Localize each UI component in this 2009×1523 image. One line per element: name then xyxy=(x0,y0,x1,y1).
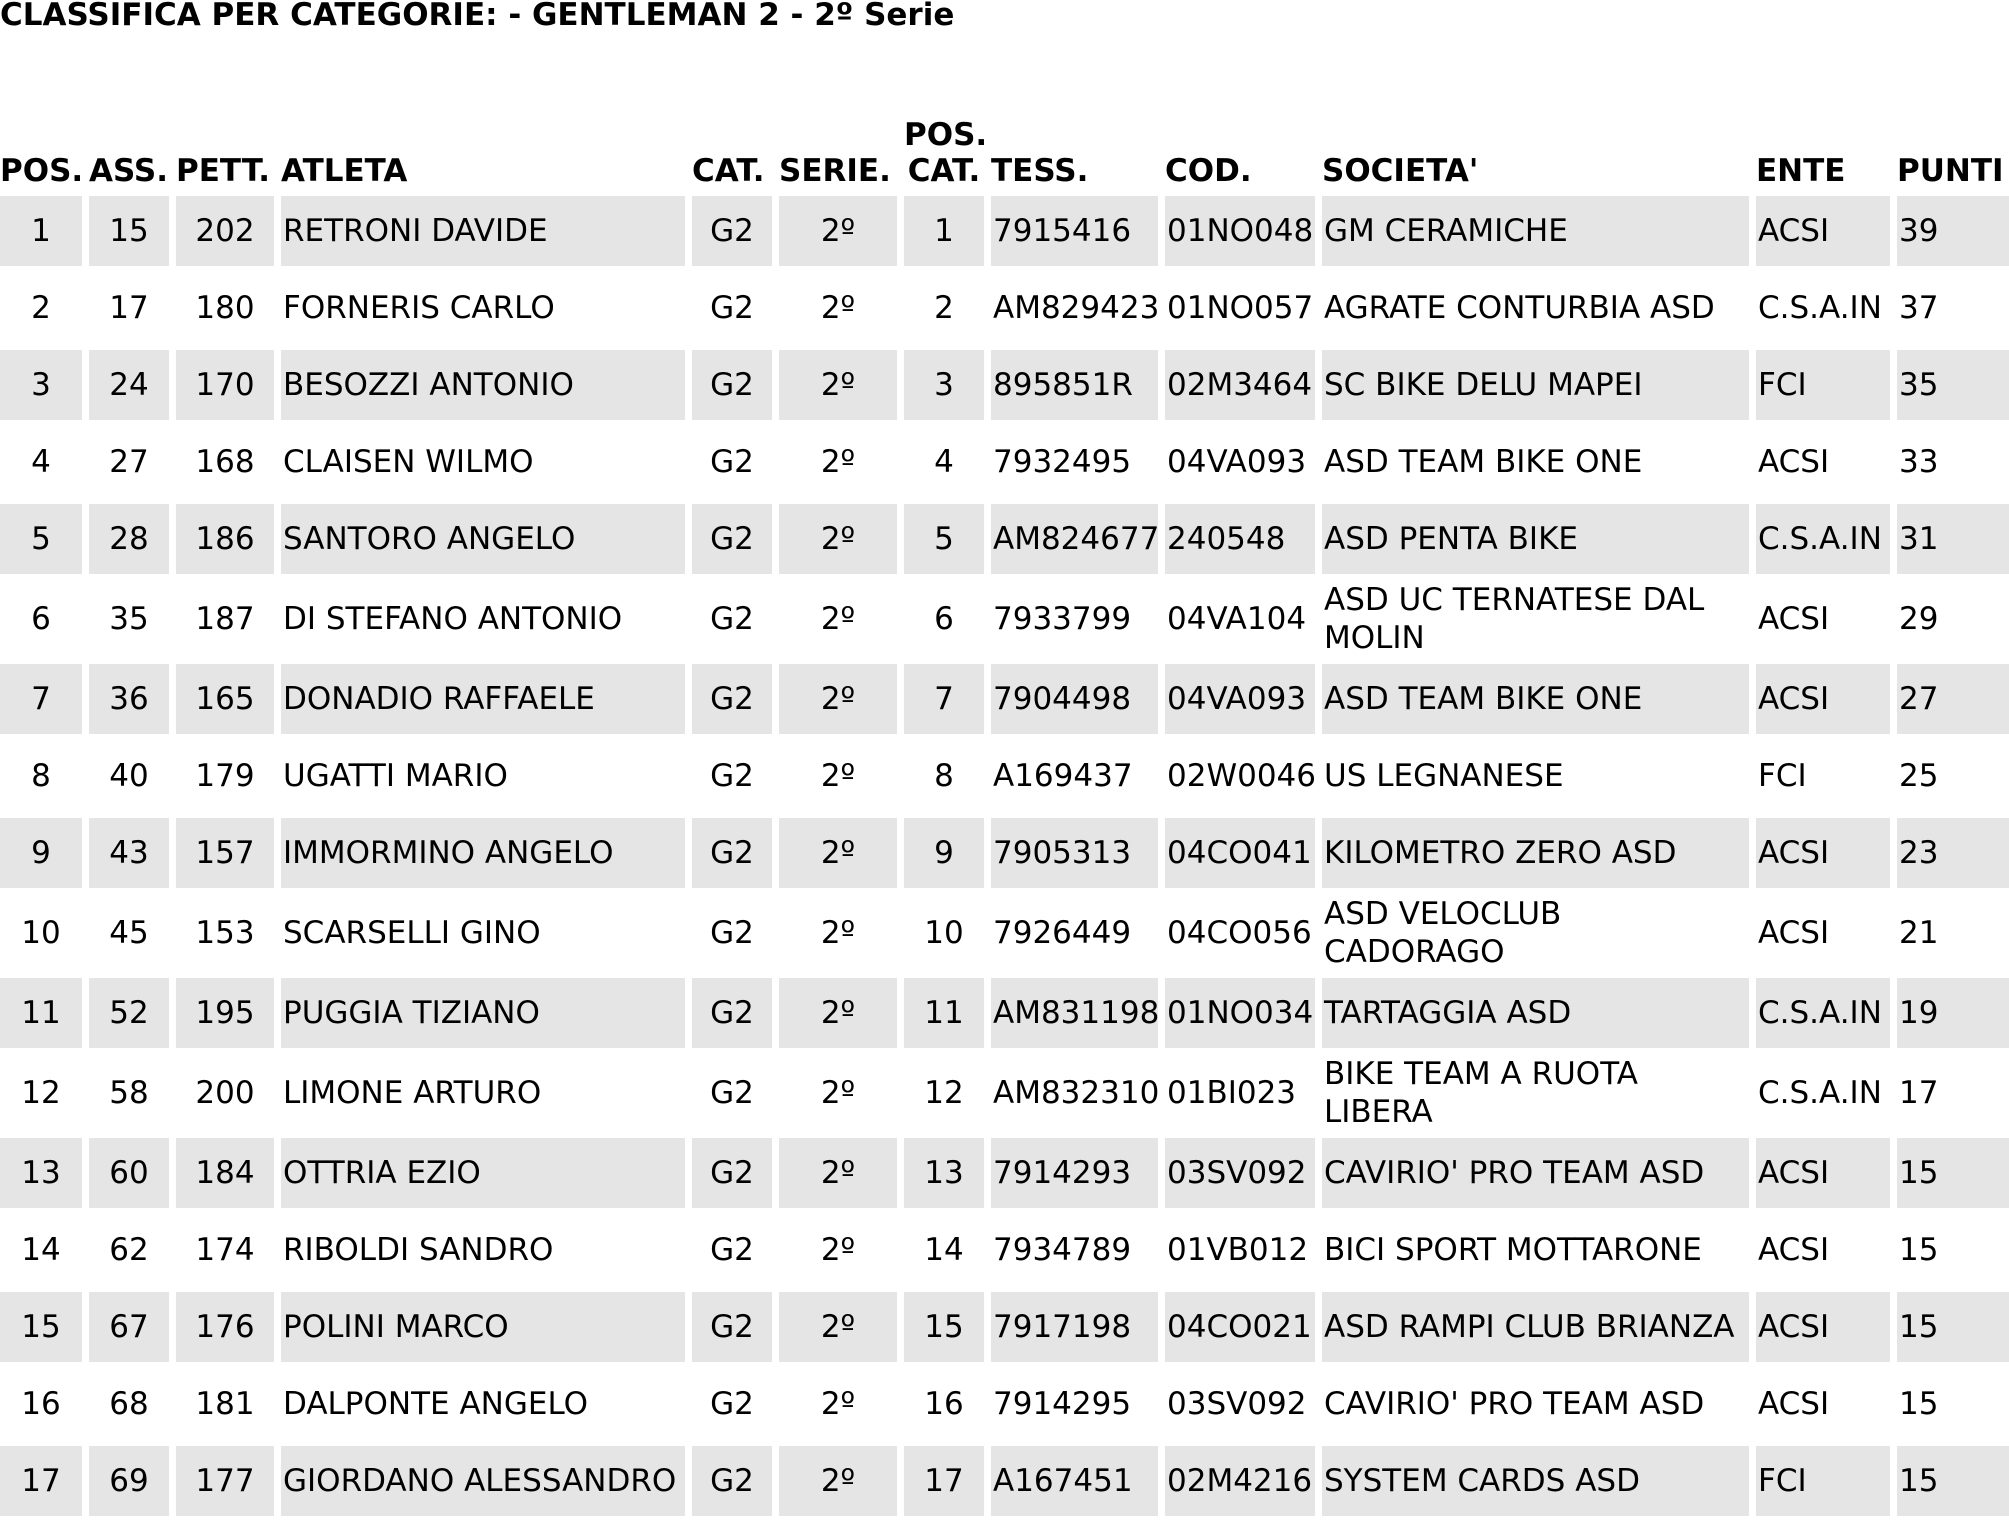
cell-ente: ACSI xyxy=(1756,427,1890,497)
cell-pos-cat: 15 xyxy=(904,1292,984,1362)
cell-cod: 02M3464 xyxy=(1165,350,1315,420)
cell-punti: 15 xyxy=(1897,1369,2009,1439)
cell-serie: 2º xyxy=(779,1369,897,1439)
cell-cat: G2 xyxy=(692,350,772,420)
cell-punti: 33 xyxy=(1897,427,2009,497)
cell-cod: 04VA093 xyxy=(1165,427,1315,497)
cell-serie: 2º xyxy=(779,196,897,266)
cell-serie: 2º xyxy=(779,427,897,497)
cell-ass: 35 xyxy=(89,581,169,657)
header-ass: ASS. xyxy=(89,153,169,189)
cell-atleta: RETRONI DAVIDE xyxy=(281,196,685,266)
cell-pett: 179 xyxy=(176,741,274,811)
cell-ass: 58 xyxy=(89,1055,169,1131)
cell-serie: 2º xyxy=(779,1292,897,1362)
cell-atleta: SANTORO ANGELO xyxy=(281,504,685,574)
cell-societa: BIKE TEAM A RUOTA LIBERA xyxy=(1322,1055,1749,1131)
cell-atleta: POLINI MARCO xyxy=(281,1292,685,1362)
cell-ente: ACSI xyxy=(1756,196,1890,266)
cell-pos: 4 xyxy=(0,427,82,497)
cell-ass: 27 xyxy=(89,427,169,497)
cell-pos: 15 xyxy=(0,1292,82,1362)
cell-tess: AM824677 xyxy=(991,504,1158,574)
cell-pett: 195 xyxy=(176,978,274,1048)
cell-pett: 187 xyxy=(176,581,274,657)
cell-serie: 2º xyxy=(779,1215,897,1285)
cell-pett: 184 xyxy=(176,1138,274,1208)
cell-ente: FCI xyxy=(1756,741,1890,811)
cell-punti: 37 xyxy=(1897,273,2009,343)
cell-societa: GM CERAMICHE xyxy=(1322,196,1749,266)
cell-pos-cat: 11 xyxy=(904,978,984,1048)
header-pett: PETT. xyxy=(176,153,270,189)
cell-atleta: OTTRIA EZIO xyxy=(281,1138,685,1208)
page-title: CLASSIFICA PER CATEGORIE: - GENTLEMAN 2 - 2º Serie xyxy=(0,0,955,33)
cell-pos: 14 xyxy=(0,1215,82,1285)
cell-cod: 04VA093 xyxy=(1165,664,1315,734)
header-pos-cat-line2: CAT. xyxy=(907,153,981,189)
cell-cod: 03SV092 xyxy=(1165,1138,1315,1208)
cell-cat: G2 xyxy=(692,741,772,811)
cell-ente: FCI xyxy=(1756,350,1890,420)
header-cat: CAT. xyxy=(692,153,765,189)
cell-cat: G2 xyxy=(692,1215,772,1285)
cell-serie: 2º xyxy=(779,664,897,734)
cell-tess: 7915416 xyxy=(991,196,1158,266)
cell-societa: KILOMETRO ZERO ASD xyxy=(1322,818,1749,888)
cell-atleta: FORNERIS CARLO xyxy=(281,273,685,343)
table-header-row xyxy=(0,111,2009,189)
table-row xyxy=(0,350,2009,420)
table-row xyxy=(0,273,2009,343)
cell-cod: 01NO034 xyxy=(1165,978,1315,1048)
cell-societa: SC BIKE DELU MAPEI xyxy=(1322,350,1749,420)
cell-serie: 2º xyxy=(779,504,897,574)
cell-cod: 04VA104 xyxy=(1165,581,1315,657)
header-punti: PUNTI xyxy=(1897,153,2004,189)
cell-atleta: DI STEFANO ANTONIO xyxy=(281,581,685,657)
cell-ass: 15 xyxy=(89,196,169,266)
cell-pos-cat: 14 xyxy=(904,1215,984,1285)
cell-pos: 1 xyxy=(0,196,82,266)
cell-societa: ASD UC TERNATESE DAL MOLIN xyxy=(1322,581,1749,657)
cell-pos-cat: 5 xyxy=(904,504,984,574)
cell-punti: 39 xyxy=(1897,196,2009,266)
cell-pos-cat: 13 xyxy=(904,1138,984,1208)
cell-pett: 180 xyxy=(176,273,274,343)
cell-cod: 01VB012 xyxy=(1165,1215,1315,1285)
table-row xyxy=(0,1292,2009,1362)
cell-cat: G2 xyxy=(692,818,772,888)
cell-cat: G2 xyxy=(692,1446,772,1516)
cell-ass: 69 xyxy=(89,1446,169,1516)
cell-cat: G2 xyxy=(692,664,772,734)
cell-ente: ACSI xyxy=(1756,1369,1890,1439)
cell-cod: 04CO021 xyxy=(1165,1292,1315,1362)
cell-cod: 02M4216 xyxy=(1165,1446,1315,1516)
cell-ente: C.S.A.IN xyxy=(1756,978,1890,1048)
cell-societa: TARTAGGIA ASD xyxy=(1322,978,1749,1048)
cell-cod: 04CO041 xyxy=(1165,818,1315,888)
cell-pos-cat: 17 xyxy=(904,1446,984,1516)
cell-pos-cat: 10 xyxy=(904,895,984,971)
table-row xyxy=(0,1369,2009,1439)
cell-tess: 7914293 xyxy=(991,1138,1158,1208)
cell-pett: 153 xyxy=(176,895,274,971)
cell-ass: 52 xyxy=(89,978,169,1048)
cell-tess: 7905313 xyxy=(991,818,1158,888)
cell-ente: ACSI xyxy=(1756,1292,1890,1362)
header-societa: SOCIETA' xyxy=(1322,153,1479,189)
cell-pos: 7 xyxy=(0,664,82,734)
cell-pos-cat: 12 xyxy=(904,1055,984,1131)
cell-societa: ASD TEAM BIKE ONE xyxy=(1322,427,1749,497)
cell-pos-cat: 2 xyxy=(904,273,984,343)
cell-pett: 200 xyxy=(176,1055,274,1131)
cell-pos: 3 xyxy=(0,350,82,420)
cell-atleta: CLAISEN WILMO xyxy=(281,427,685,497)
cell-cod: 01BI023 xyxy=(1165,1055,1315,1131)
cell-ente: ACSI xyxy=(1756,581,1890,657)
table-row xyxy=(0,895,2009,971)
cell-ente: ACSI xyxy=(1756,895,1890,971)
cell-pos: 13 xyxy=(0,1138,82,1208)
cell-tess: 7926449 xyxy=(991,895,1158,971)
table-row xyxy=(0,504,2009,574)
cell-serie: 2º xyxy=(779,741,897,811)
table-row xyxy=(0,1215,2009,1285)
cell-ente: ACSI xyxy=(1756,1138,1890,1208)
cell-cat: G2 xyxy=(692,196,772,266)
cell-tess: AM831198 xyxy=(991,978,1158,1048)
cell-pos: 17 xyxy=(0,1446,82,1516)
cell-ente: FCI xyxy=(1756,1446,1890,1516)
cell-cat: G2 xyxy=(692,1055,772,1131)
cell-pett: 176 xyxy=(176,1292,274,1362)
cell-cat: G2 xyxy=(692,1138,772,1208)
cell-pos: 8 xyxy=(0,741,82,811)
cell-pett: 177 xyxy=(176,1446,274,1516)
cell-societa: BICI SPORT MOTTARONE xyxy=(1322,1215,1749,1285)
cell-punti: 15 xyxy=(1897,1446,2009,1516)
cell-pos-cat: 9 xyxy=(904,818,984,888)
cell-ass: 67 xyxy=(89,1292,169,1362)
cell-atleta: DONADIO RAFFAELE xyxy=(281,664,685,734)
cell-atleta: UGATTI MARIO xyxy=(281,741,685,811)
results-body xyxy=(0,196,2009,1516)
cell-punti: 25 xyxy=(1897,741,2009,811)
cell-ass: 28 xyxy=(89,504,169,574)
cell-punti: 31 xyxy=(1897,504,2009,574)
table-row xyxy=(0,196,2009,266)
cell-punti: 19 xyxy=(1897,978,2009,1048)
cell-serie: 2º xyxy=(779,978,897,1048)
header-pos: POS. xyxy=(0,153,84,189)
header-serie: SERIE. xyxy=(779,153,891,189)
table-row xyxy=(0,1055,2009,1131)
cell-cat: G2 xyxy=(692,427,772,497)
cell-cod: 01NO057 xyxy=(1165,273,1315,343)
cell-ass: 68 xyxy=(89,1369,169,1439)
cell-punti: 15 xyxy=(1897,1292,2009,1362)
cell-punti: 15 xyxy=(1897,1138,2009,1208)
cell-punti: 21 xyxy=(1897,895,2009,971)
cell-societa: ASD PENTA BIKE xyxy=(1322,504,1749,574)
cell-punti: 35 xyxy=(1897,350,2009,420)
cell-societa: ASD RAMPI CLUB BRIANZA xyxy=(1322,1292,1749,1362)
cell-tess: 895851R xyxy=(991,350,1158,420)
cell-societa: CAVIRIO' PRO TEAM ASD xyxy=(1322,1369,1749,1439)
cell-serie: 2º xyxy=(779,1446,897,1516)
cell-tess: AM829423 xyxy=(991,273,1158,343)
results-table xyxy=(0,104,2009,1523)
header-pos-cat xyxy=(904,111,988,189)
cell-societa: AGRATE CONTURBIA ASD xyxy=(1322,273,1749,343)
cell-pett: 174 xyxy=(176,1215,274,1285)
cell-pos: 16 xyxy=(0,1369,82,1439)
cell-atleta: LIMONE ARTURO xyxy=(281,1055,685,1131)
cell-cat: G2 xyxy=(692,895,772,971)
header-cod: COD. xyxy=(1165,153,1252,189)
cell-atleta: IMMORMINO ANGELO xyxy=(281,818,685,888)
cell-pett: 186 xyxy=(176,504,274,574)
cell-ass: 43 xyxy=(89,818,169,888)
header-tess: TESS. xyxy=(991,153,1089,189)
cell-pett: 165 xyxy=(176,664,274,734)
cell-ass: 24 xyxy=(89,350,169,420)
cell-cat: G2 xyxy=(692,1292,772,1362)
cell-ente: C.S.A.IN xyxy=(1756,1055,1890,1131)
cell-cat: G2 xyxy=(692,1369,772,1439)
cell-atleta: RIBOLDI SANDRO xyxy=(281,1215,685,1285)
cell-cat: G2 xyxy=(692,504,772,574)
cell-pos: 5 xyxy=(0,504,82,574)
cell-ente: C.S.A.IN xyxy=(1756,504,1890,574)
cell-tess: 7917198 xyxy=(991,1292,1158,1362)
cell-serie: 2º xyxy=(779,818,897,888)
cell-tess: 7932495 xyxy=(991,427,1158,497)
cell-ass: 60 xyxy=(89,1138,169,1208)
cell-punti: 15 xyxy=(1897,1215,2009,1285)
cell-societa: ASD VELOCLUB CADORAGO xyxy=(1322,895,1749,971)
cell-tess: AM832310 xyxy=(991,1055,1158,1131)
cell-cod: 02W0046 xyxy=(1165,741,1315,811)
cell-atleta: PUGGIA TIZIANO xyxy=(281,978,685,1048)
cell-ente: ACSI xyxy=(1756,818,1890,888)
cell-atleta: DALPONTE ANGELO xyxy=(281,1369,685,1439)
cell-ente: ACSI xyxy=(1756,1215,1890,1285)
cell-serie: 2º xyxy=(779,895,897,971)
cell-cod: 01NO048 xyxy=(1165,196,1315,266)
table-row xyxy=(0,818,2009,888)
cell-ass: 40 xyxy=(89,741,169,811)
cell-cod: 04CO056 xyxy=(1165,895,1315,971)
cell-societa: SYSTEM CARDS ASD xyxy=(1322,1446,1749,1516)
cell-pos: 9 xyxy=(0,818,82,888)
cell-pett: 168 xyxy=(176,427,274,497)
cell-serie: 2º xyxy=(779,1055,897,1131)
cell-ass: 45 xyxy=(89,895,169,971)
cell-pett: 202 xyxy=(176,196,274,266)
cell-serie: 2º xyxy=(779,581,897,657)
cell-ente: C.S.A.IN xyxy=(1756,273,1890,343)
cell-pos-cat: 7 xyxy=(904,664,984,734)
cell-pett: 157 xyxy=(176,818,274,888)
cell-pos: 11 xyxy=(0,978,82,1048)
cell-ass: 17 xyxy=(89,273,169,343)
table-row xyxy=(0,581,2009,657)
cell-ass: 36 xyxy=(89,664,169,734)
cell-serie: 2º xyxy=(779,273,897,343)
cell-punti: 23 xyxy=(1897,818,2009,888)
cell-pos-cat: 1 xyxy=(904,196,984,266)
cell-pos: 2 xyxy=(0,273,82,343)
cell-cat: G2 xyxy=(692,273,772,343)
table-row xyxy=(0,741,2009,811)
cell-atleta: SCARSELLI GINO xyxy=(281,895,685,971)
cell-tess: 7934789 xyxy=(991,1215,1158,1285)
cell-tess: 7933799 xyxy=(991,581,1158,657)
table-row xyxy=(0,1138,2009,1208)
cell-tess: 7904498 xyxy=(991,664,1158,734)
cell-atleta: GIORDANO ALESSANDRO xyxy=(281,1446,685,1516)
cell-societa: US LEGNANESE xyxy=(1322,741,1749,811)
cell-atleta: BESOZZI ANTONIO xyxy=(281,350,685,420)
cell-punti: 29 xyxy=(1897,581,2009,657)
cell-societa: ASD TEAM BIKE ONE xyxy=(1322,664,1749,734)
cell-cat: G2 xyxy=(692,978,772,1048)
cell-tess: A167451 xyxy=(991,1446,1158,1516)
cell-tess: A169437 xyxy=(991,741,1158,811)
cell-pos: 6 xyxy=(0,581,82,657)
cell-pos-cat: 4 xyxy=(904,427,984,497)
header-pos-cat-line1: POS. xyxy=(904,117,988,153)
cell-ass: 62 xyxy=(89,1215,169,1285)
cell-cod: 240548 xyxy=(1165,504,1315,574)
cell-pos-cat: 8 xyxy=(904,741,984,811)
cell-pos-cat: 3 xyxy=(904,350,984,420)
cell-pos-cat: 6 xyxy=(904,581,984,657)
cell-tess: 7914295 xyxy=(991,1369,1158,1439)
cell-cod: 03SV092 xyxy=(1165,1369,1315,1439)
table-row xyxy=(0,978,2009,1048)
header-atleta: ATLETA xyxy=(281,153,408,189)
table-row xyxy=(0,664,2009,734)
cell-pos-cat: 16 xyxy=(904,1369,984,1439)
cell-pett: 170 xyxy=(176,350,274,420)
table-row xyxy=(0,1446,2009,1516)
cell-serie: 2º xyxy=(779,350,897,420)
cell-pett: 181 xyxy=(176,1369,274,1439)
header-ente: ENTE xyxy=(1756,153,1846,189)
cell-pos: 12 xyxy=(0,1055,82,1131)
cell-cat: G2 xyxy=(692,581,772,657)
cell-punti: 27 xyxy=(1897,664,2009,734)
cell-societa: CAVIRIO' PRO TEAM ASD xyxy=(1322,1138,1749,1208)
cell-punti: 17 xyxy=(1897,1055,2009,1131)
cell-serie: 2º xyxy=(779,1138,897,1208)
cell-pos: 10 xyxy=(0,895,82,971)
cell-ente: ACSI xyxy=(1756,664,1890,734)
table-row xyxy=(0,427,2009,497)
